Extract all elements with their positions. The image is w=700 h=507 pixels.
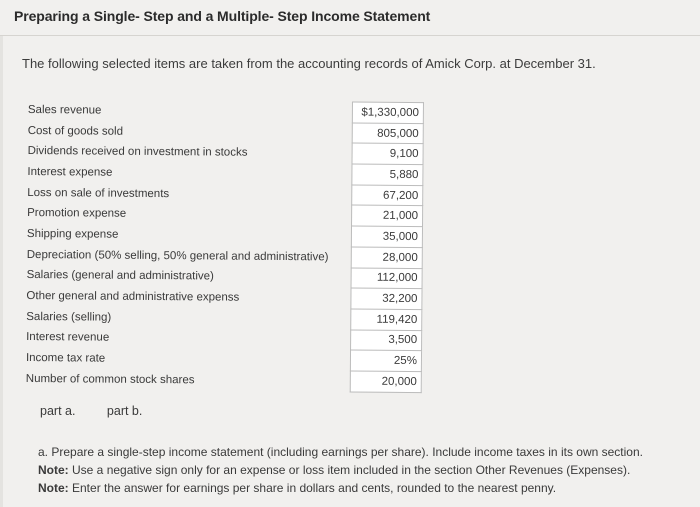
left-edge-stripe [0, 36, 3, 507]
accounting-items-table [26, 99, 424, 393]
item-label: Salaries (general and administrative) [26, 269, 214, 283]
item-value: 112,000 [351, 268, 422, 289]
item-label: Cost of goods sold [27, 124, 124, 138]
note-line-1 [38, 461, 643, 479]
item-label: Promotion expense [27, 207, 127, 221]
item-label: Other general and administrative expenss [26, 290, 240, 304]
item-label: Depreciation (50% selling, 50% general and administrative) [26, 248, 329, 264]
item-value: 35,000 [351, 226, 422, 247]
item-value: 9,100 [352, 143, 423, 164]
item-label: Interest revenue [26, 331, 110, 345]
header-divider [0, 35, 700, 36]
note-text: Enter the answer for earnings per share in dollars and cents, rounded to the nearest penny. [68, 481, 557, 495]
item-value: $1,330,000 [352, 102, 423, 123]
item-value: 5,880 [352, 164, 423, 185]
item-label: Income tax rate [25, 352, 106, 365]
note-text: Use a negative sign only for an expense or loss item included in the section Other Revenues (Expenses). [68, 463, 631, 477]
item-label: Loss on sale of investments [27, 186, 170, 200]
item-value: 32,200 [351, 288, 422, 309]
tab-part-b[interactable]: part b. [106, 404, 143, 418]
note-label: Note: [38, 463, 69, 477]
intro-text: The following selected items are taken from the accounting records of Amick Corp. at December 31. [22, 56, 596, 71]
item-value: 21,000 [352, 205, 423, 226]
item-value: 3,500 [351, 330, 422, 351]
item-label: Sales revenue [27, 103, 102, 117]
item-value: 28,000 [351, 247, 422, 268]
table-row [26, 368, 422, 392]
note-line-2 [38, 479, 643, 497]
item-label: Shipping expense [26, 227, 119, 241]
item-label: Dividends received on investment in stocks [27, 145, 248, 159]
note-label: Note: [38, 481, 69, 495]
instruction-line: a. Prepare a single-step income statement (including earnings per share). Include income taxes in its own section. [38, 445, 643, 459]
item-label: Interest expense [27, 165, 113, 179]
item-value: 805,000 [352, 123, 423, 144]
part-tabs [40, 404, 170, 418]
item-label: Number of common stock shares [25, 372, 195, 387]
item-value: 25% [350, 350, 421, 371]
item-value: 119,420 [351, 309, 422, 330]
page-title: Preparing a Single- Step and a Multiple- Step Income Statement [14, 8, 431, 24]
item-label: Salaries (selling) [26, 310, 112, 324]
tab-part-a[interactable]: part a. [40, 404, 76, 418]
item-value: 67,200 [352, 185, 423, 206]
item-value: 20,000 [350, 371, 421, 392]
instructions [38, 443, 643, 497]
